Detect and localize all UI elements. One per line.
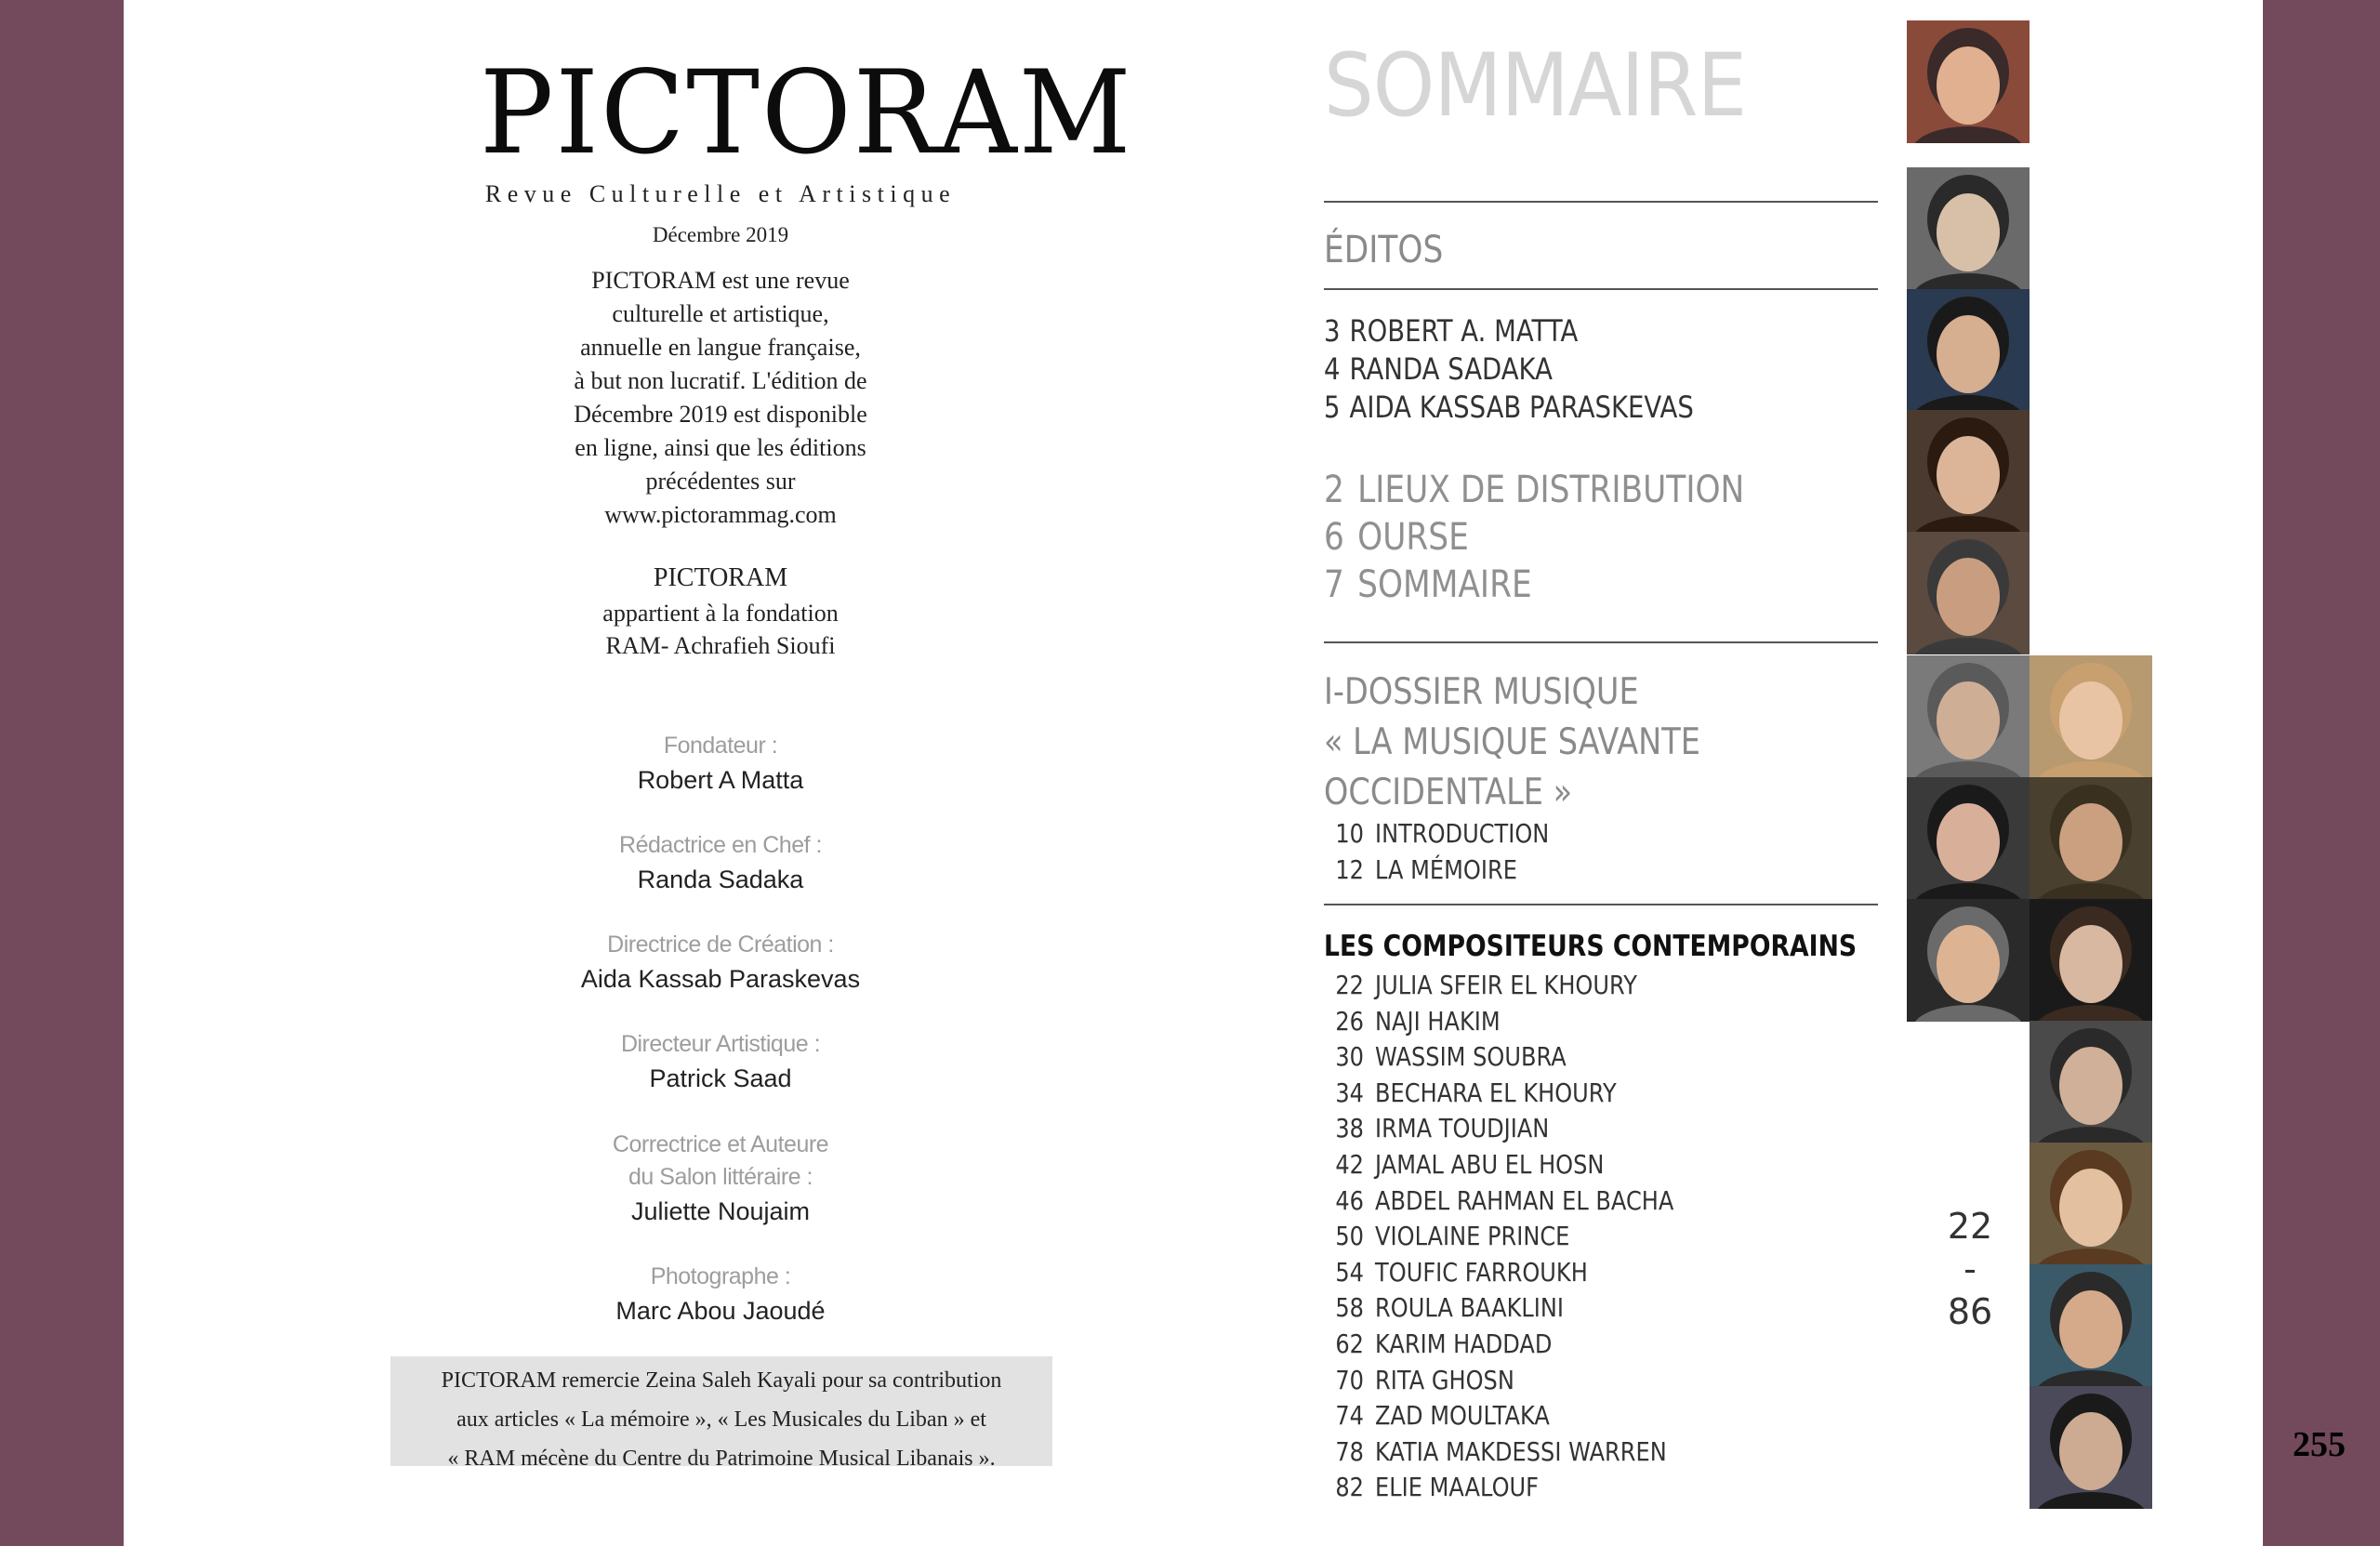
- editos-heading: ÉDITOS: [1324, 229, 1444, 271]
- misc-list: [1324, 467, 1744, 609]
- toc-label: NAJI HAKIM: [1375, 1005, 1501, 1037]
- portrait-face: [1937, 803, 2000, 881]
- credit-name: Juliette Noujaim: [630, 1197, 811, 1225]
- portrait-image: [2030, 655, 2152, 778]
- portrait-face: [1937, 681, 2000, 760]
- credit-role: Rédactrice en Chef :: [619, 832, 822, 858]
- ownership-line: appartient à la fondation: [602, 600, 839, 627]
- credit-art-director: [535, 1028, 906, 1095]
- toc-label: WASSIM SOUBRA: [1375, 1041, 1567, 1073]
- toc-label: AIDA KASSAB PARASKEVAS: [1349, 390, 1694, 425]
- toc-page: 70: [1335, 1364, 1364, 1395]
- portrait-image: [1907, 20, 2030, 143]
- thanks-line: « RAM mécène du Centre du Patrimoine Musical Libanais ».: [447, 1447, 996, 1471]
- credit-role: Correctrice et Auteure: [612, 1131, 829, 1157]
- credit-role: du Salon littéraire :: [628, 1164, 813, 1190]
- right-frame-band: [2263, 0, 2380, 1546]
- toc-entry[interactable]: [1324, 350, 1694, 389]
- portrait-photo: [1907, 532, 2030, 654]
- toc-page: 74: [1335, 1400, 1364, 1432]
- thanks-text: [390, 1361, 1052, 1478]
- portrait-image: [2030, 1021, 2152, 1143]
- portrait-face: [2059, 1169, 2122, 1247]
- dossier-list: [1324, 815, 1549, 888]
- portrait-face: [1937, 558, 2000, 636]
- intro-line: à but non lucratif. L'édition de: [574, 367, 867, 394]
- divider: [1324, 641, 1878, 643]
- toc-label: LA MÉMOIRE: [1375, 854, 1517, 885]
- portrait-face: [1937, 925, 2000, 1003]
- pictoram-logo: PICTORAM: [480, 45, 1133, 180]
- toc-label: RITA GHOSN: [1375, 1364, 1514, 1395]
- toc-entry[interactable]: [1324, 1039, 1673, 1076]
- toc-entry[interactable]: [1324, 1219, 1673, 1255]
- divider: [1324, 288, 1878, 290]
- credit-role: Fondateur :: [663, 733, 778, 759]
- thanks-line: PICTORAM remercie Zeina Saleh Kayali pour sa contribution: [441, 1368, 1002, 1393]
- portrait-face: [2059, 1047, 2122, 1125]
- portrait-face: [1937, 436, 2000, 514]
- toc-page: 82: [1335, 1472, 1364, 1503]
- sommaire-title: SOMMAIRE: [1324, 35, 1747, 137]
- portrait-image: [1907, 777, 2030, 900]
- portrait-face: [2059, 681, 2122, 760]
- portrait-image: [2030, 1386, 2152, 1509]
- toc-entry[interactable]: [1324, 1398, 1673, 1434]
- credit-name: Robert A Matta: [637, 766, 804, 794]
- credit-role: Photographe :: [650, 1263, 791, 1289]
- credit-chief-editor: [535, 829, 906, 896]
- issue-date: Décembre 2019: [652, 223, 789, 246]
- left-frame-band: [0, 0, 124, 1546]
- toc-label: KATIA MAKDESSI WARREN: [1375, 1435, 1667, 1467]
- intro-line: PICTORAM est une revue: [591, 267, 850, 294]
- toc-page: 7: [1324, 563, 1344, 606]
- toc-label: TOUFIC FARROUKH: [1375, 1256, 1588, 1288]
- toc-page: 4: [1324, 351, 1341, 387]
- toc-page: 78: [1335, 1435, 1364, 1467]
- portrait-photo: [1907, 655, 2030, 778]
- portrait-face: [1937, 46, 2000, 125]
- credit-name: Patrick Saad: [649, 1064, 792, 1092]
- portrait-photo: [1907, 20, 2030, 143]
- portrait-face: [2059, 1290, 2122, 1368]
- toc-page: 50: [1335, 1221, 1364, 1252]
- portrait-photo: [1907, 289, 2030, 412]
- dossier-heading-line: « LA MUSIQUE SAVANTE: [1324, 721, 1700, 763]
- toc-label: KARIM HADDAD: [1375, 1328, 1553, 1359]
- portrait-image: [1907, 899, 2030, 1022]
- toc-label: ABDEL RAHMAN EL BACHA: [1375, 1184, 1674, 1216]
- divider: [1324, 201, 1878, 203]
- toc-entry[interactable]: [1324, 1470, 1673, 1506]
- credit-creative-director: [535, 929, 906, 996]
- toc-label: VIOLAINE PRINCE: [1375, 1221, 1570, 1252]
- editos-list: [1324, 312, 1694, 427]
- intro-line: Décembre 2019 est disponible: [574, 401, 867, 428]
- toc-label: ROBERT A. MATTA: [1349, 313, 1579, 349]
- toc-label: BECHARA EL KHOURY: [1375, 1077, 1617, 1108]
- toc-entry[interactable]: [1324, 1327, 1673, 1363]
- toc-entry[interactable]: [1324, 312, 1694, 350]
- portrait-image: [1907, 532, 2030, 654]
- range-end: 86: [1947, 1291, 1993, 1332]
- portrait-photo: [2030, 899, 2152, 1022]
- toc-entry[interactable]: [1324, 815, 1549, 852]
- credit-name: Aida Kassab Paraskevas: [580, 965, 861, 993]
- portrait-face: [1937, 193, 2000, 271]
- toc-entry[interactable]: [1324, 1434, 1673, 1471]
- toc-entry[interactable]: [1324, 562, 1744, 609]
- dossier-heading-line: OCCIDENTALE »: [1324, 772, 1573, 813]
- range-start: 22: [1947, 1206, 1993, 1247]
- toc-entry[interactable]: [1324, 1111, 1673, 1147]
- portrait-face: [2059, 925, 2122, 1003]
- ownership-line: RAM- Achrafieh Sioufi: [605, 632, 836, 659]
- toc-page: 10: [1335, 818, 1364, 849]
- credit-role: Directrice de Création :: [607, 932, 834, 958]
- portrait-image: [1907, 410, 2030, 533]
- toc-entry[interactable]: [1324, 514, 1744, 562]
- toc-page: 42: [1335, 1148, 1364, 1180]
- toc-page: 22: [1335, 970, 1364, 1000]
- credit-role: Directeur Artistique :: [620, 1031, 821, 1057]
- toc-label: LIEUX DE DISTRIBUTION: [1357, 469, 1745, 511]
- toc-entry[interactable]: [1324, 1004, 1673, 1040]
- toc-page: 3: [1324, 313, 1341, 349]
- toc-page: 58: [1335, 1292, 1364, 1324]
- portrait-face: [2059, 803, 2122, 881]
- portrait-image: [2030, 899, 2152, 1022]
- portrait-photo: [1907, 777, 2030, 900]
- portrait-image: [1907, 289, 2030, 412]
- portrait-face: [2059, 1412, 2122, 1490]
- portrait-image: [2030, 1143, 2152, 1265]
- toc-page: 34: [1335, 1077, 1364, 1108]
- portrait-image: [2030, 1264, 2152, 1387]
- page-range: [1934, 1205, 2006, 1333]
- credit-proofreader: [535, 1129, 906, 1228]
- intro-line: en ligne, ainsi que les éditions: [575, 434, 866, 461]
- divider: [1324, 904, 1878, 905]
- toc-label: JAMAL ABU EL HOSN: [1375, 1148, 1605, 1180]
- portrait-photo: [1907, 410, 2030, 533]
- portrait-image: [1907, 167, 2030, 290]
- toc-entry[interactable]: [1324, 1290, 1673, 1327]
- dossier-heading: [1324, 667, 1700, 818]
- toc-entry[interactable]: [1324, 1183, 1673, 1220]
- toc-label: JULIA SFEIR EL KHOURY: [1375, 970, 1637, 1000]
- portrait-photo: [2030, 1264, 2152, 1387]
- intro-line: précédentes sur: [645, 468, 796, 495]
- portrait-image: [2030, 777, 2152, 900]
- composers-heading: LES COMPOSITEURS CONTEMPORAINS: [1324, 930, 1858, 963]
- toc-label: IRMA TOUDJIAN: [1375, 1113, 1550, 1144]
- toc-entry[interactable]: [1324, 1363, 1673, 1399]
- toc-page: 26: [1335, 1005, 1364, 1037]
- toc-page: 2: [1324, 469, 1344, 511]
- portrait-photo: [2030, 777, 2152, 900]
- portrait-photo: [2030, 1386, 2152, 1509]
- website-link[interactable]: www.pictorammag.com: [604, 501, 837, 528]
- ownership-title: PICTORAM: [653, 563, 788, 592]
- toc-entry[interactable]: [1324, 852, 1549, 888]
- dossier-heading-line: I-DOSSIER MUSIQUE: [1324, 671, 1639, 713]
- credit-founder: [535, 730, 906, 797]
- portrait-photo: [2030, 655, 2152, 778]
- portrait-image: [1907, 655, 2030, 778]
- toc-page: 62: [1335, 1328, 1364, 1359]
- portrait-photo: [1907, 899, 2030, 1022]
- toc-label: ZAD MOULTAKA: [1375, 1400, 1550, 1432]
- toc-page: 30: [1335, 1041, 1364, 1073]
- credit-name: Randa Sadaka: [637, 865, 804, 893]
- toc-page: 38: [1335, 1113, 1364, 1144]
- toc-label: INTRODUCTION: [1375, 818, 1550, 849]
- toc-label: ELIE MAALOUF: [1375, 1472, 1540, 1503]
- credit-name: Marc Abou Jaoudé: [615, 1297, 826, 1325]
- tagline: Revue Culturelle et Artistique: [484, 180, 957, 207]
- portrait-photo: [2030, 1143, 2152, 1265]
- thanks-line: aux articles « La mémoire », « Les Musicales du Liban » et: [456, 1407, 986, 1432]
- toc-entry[interactable]: [1324, 467, 1744, 514]
- toc-entry[interactable]: [1324, 1147, 1673, 1183]
- toc-label: ROULA BAAKLINI: [1375, 1292, 1565, 1324]
- portrait-photo: [1907, 167, 2030, 290]
- toc-label: SOMMAIRE: [1357, 563, 1532, 606]
- toc-entry[interactable]: [1324, 1255, 1673, 1291]
- toc-page: 5: [1324, 390, 1341, 425]
- ownership-text: [535, 597, 906, 662]
- composers-list: [1324, 968, 1673, 1506]
- intro-line: culturelle et artistique,: [612, 300, 829, 327]
- portrait-photo: [2030, 1021, 2152, 1143]
- toc-entry[interactable]: [1324, 1076, 1673, 1112]
- toc-page: 6: [1324, 516, 1344, 559]
- toc-page: 46: [1335, 1184, 1364, 1216]
- toc-entry[interactable]: [1324, 389, 1694, 427]
- portrait-face: [1937, 315, 2000, 393]
- intro-line: annuelle en langue française,: [580, 334, 861, 361]
- toc-label: RANDA SADAKA: [1349, 351, 1553, 387]
- toc-entry[interactable]: [1324, 968, 1673, 1004]
- toc-label: OURSE: [1357, 516, 1469, 559]
- credit-photographer: [535, 1261, 906, 1328]
- page-number: 255: [2293, 1425, 2346, 1464]
- toc-page: 54: [1335, 1256, 1364, 1288]
- toc-page: 12: [1335, 854, 1364, 885]
- intro-text: [535, 264, 906, 532]
- range-dash: -: [1964, 1249, 1977, 1289]
